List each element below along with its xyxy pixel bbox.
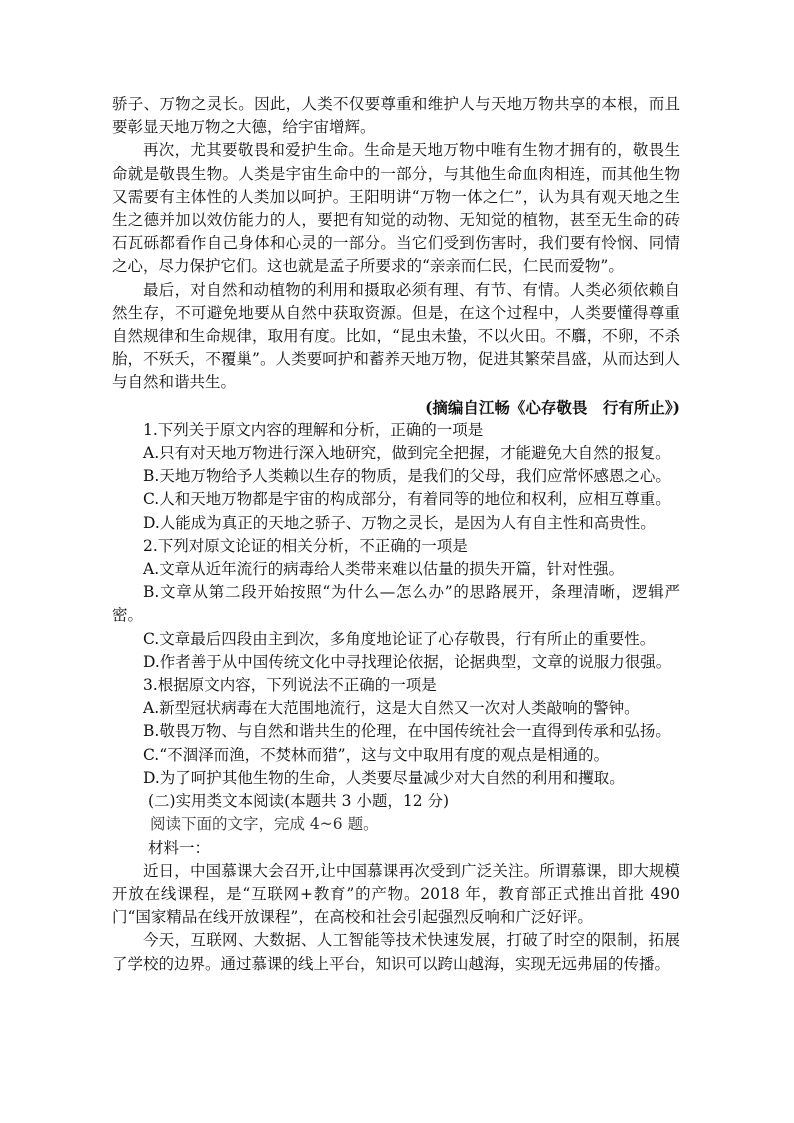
question-1-option-b: B.天地万物给予人类赖以生存的物质，是我们的父母，我们应常怀感恩之心。 <box>143 467 671 486</box>
question-2-option-c: C.文章最后四段由主到次，多角度地论证了心存敬畏，行有所止的重要性。 <box>143 629 656 648</box>
question-3-stem: 3.根据原文内容，下列说法不正确的一项是 <box>143 676 437 695</box>
question-3-option-d: D.为了呵护其他生物的生命，人类要尽量减少对大自然的利用和攫取。 <box>143 768 625 787</box>
question-2-option-a: A.文章从近年流行的病毒给人类带来难以估量的损失开篇，针对性强。 <box>143 560 625 579</box>
question-1-stem: 1.下列关于原文内容的理解和分析，正确的一项是 <box>143 420 484 439</box>
question-2-option-d: D.作者善于从中国传统文化中寻找理论依据，论据典型，文章的说服力很强。 <box>143 652 672 671</box>
material-1-paragraph-2: 今天，互联网、大数据、人工智能等技术快速发展，打破了时空的限制，拓展了学校的边界。通过慕课的线上平台，知识可以跨山越海，实现无远弗届的传播。 <box>112 931 680 973</box>
question-3-option-c: C.“不涸泽而渔，不焚林而猎”，这与文中取用有度的观点是相通的。 <box>143 745 610 764</box>
question-3-option-b: B.敬畏万物、与自然和谐共生的伦理，在中国传统社会一直得到传承和弘扬。 <box>143 722 671 741</box>
passage-source: (摘编自江畅《心存敬畏 行有所止》) <box>425 397 680 417</box>
material-1-label: 材料一： <box>148 838 211 857</box>
passage-paragraph-second: 再次，尤其要敬畏和爱护生命。生命是天地万物中唯有生物才拥有的，敬畏生命就是敬畏生物。人类是宇宙生命中的一部分，与其他生命血肉相连，而其他生物又需要有主体性的人类加以呵护。王阳明讲“万物一体之仁”，认为具有观天地之生生之德并加以效仿能力的人，要把有知觉的动物、无知觉的植物，甚至无生命的砖石瓦砾都看作自己身体和心灵的一部分。当它们受到伤害时，我们要有怜悯、同情之心，尽力保护它们。这也就是孟子所要求的“亲亲而仁民，仁民而爱物”。 <box>112 141 680 276</box>
section-2-instruction: 阅读下面的文字，完成 4~6 题。 <box>150 815 379 834</box>
question-1-option-c: C.人和天地万物都是宇宙的构成部分，有着同等的地位和权利，应相互尊重。 <box>143 490 671 509</box>
section-2-heading: (二)实用类文本阅读(本题共 3 小题，12 分) <box>148 792 450 811</box>
question-2-stem: 2.下列对原文论证的相关分析，不正确的一项是 <box>143 536 468 555</box>
question-2-option-b: B.文章从第二段开始按照“为什么—怎么办”的思路展开，条理清晰，逻辑严密。 <box>112 583 680 625</box>
question-1-option-d: D.人能成为真正的天地之骄子、万物之灵长，是因为人有自主性和高贵性。 <box>143 513 656 532</box>
passage-paragraph-continued: 骄子、万物之灵长。因此，人类不仅要尊重和维护人与天地万物共享的本根，而且要彰显天地万物之大德，给宇宙增辉。 <box>112 95 680 137</box>
passage-paragraph-last: 最后，对自然和动植物的利用和摄取必须有理、有节、有情。人类必须依赖自然生存，不可避免地要从自然中获取资源。但是，在这个过程中，人类要懂得尊重自然规律和生命规律，取用有度。比如，“昆虫未蛰，不以火田。不麛，不卵，不杀胎，不殀夭，不覆巢”。人类要呵护和蓄养天地万物，促进其繁荣昌盛，从而达到人与自然和谐共生。 <box>112 280 680 392</box>
question-1-option-a: A.只有对天地万物进行深入地研究，做到完全把握，才能避免大自然的报复。 <box>143 444 671 463</box>
document-page <box>112 93 680 976</box>
question-3-option-a: A.新型冠状病毒在大范围地流行，这是大自然又一次对人类敲响的警钟。 <box>143 699 640 718</box>
material-1-paragraph-1: 近日，中国慕课大会召开,让中国慕课再次受到广泛关注。所谓慕课，即大规模开放在线课程，是“互联网+教育”的产物。2018 年，教育部正式推出首批 490 门“国家精品在线开放课程”，在高校和社会引起强烈反响和广泛好评。 <box>112 861 680 927</box>
